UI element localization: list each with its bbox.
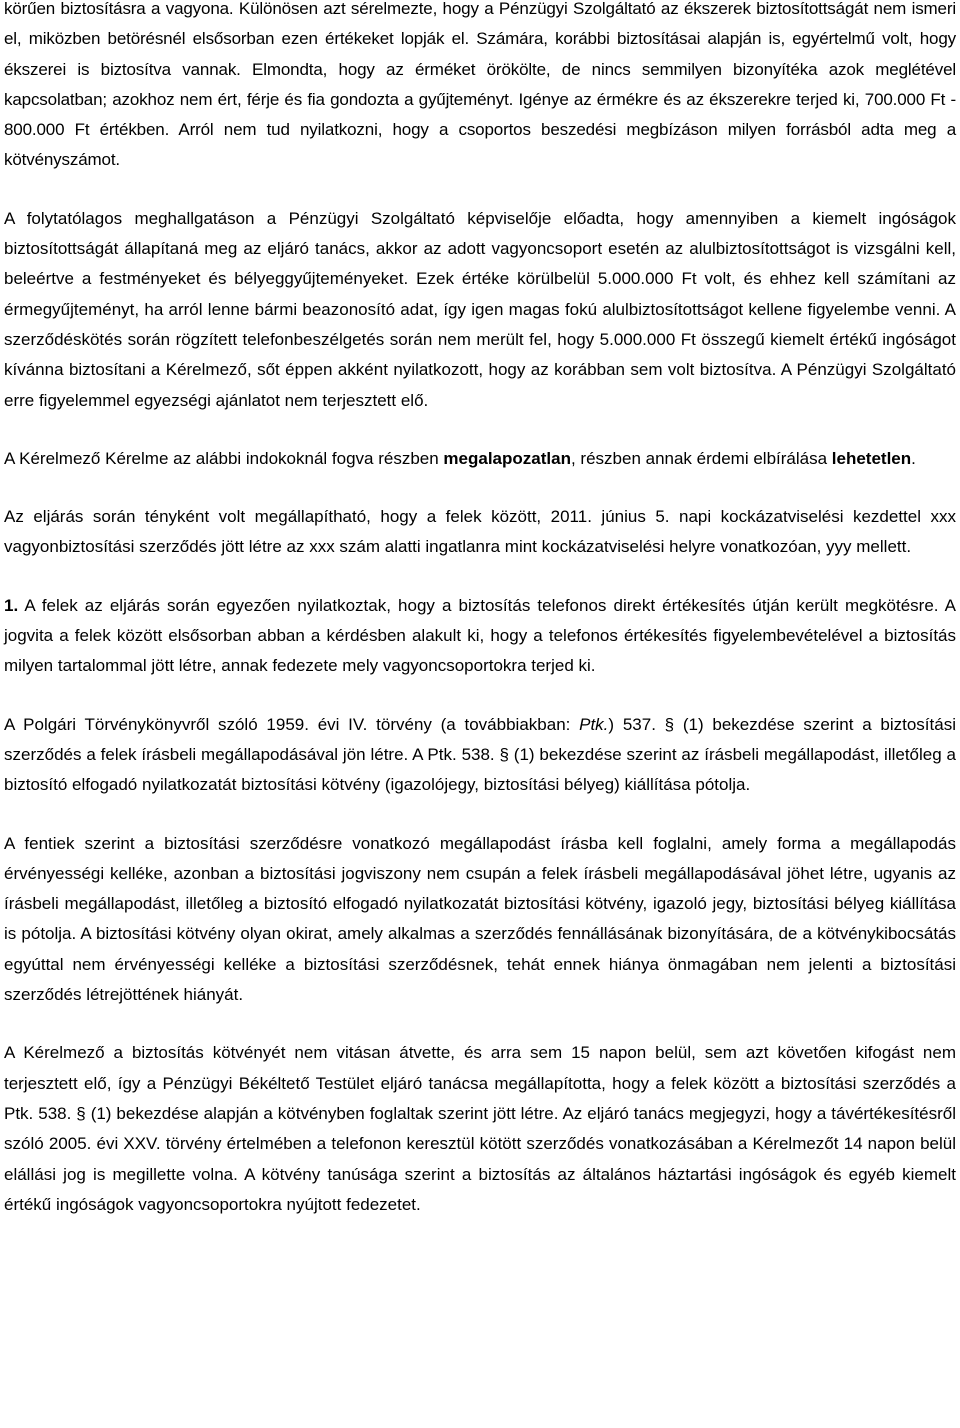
paragraph-5-text: A felek az eljárás során egyezően nyilatkoztak, hogy a biztosítás telefonos direkt értékesítés útján került megkötésre. A jogvita a felek között elsősorban abban a kérdésben alakult ki, hogy a telefonos értékesítés figyelembevételével a biztosítás milyen tartalommal jött létre, annak fedezete mely vagyoncsoportokra terjed ki. xyxy=(4,595,956,676)
paragraph-3-text-a: A Kérelmező Kérelme az alábbi indokoknál fogva részben xyxy=(4,448,444,468)
paragraph-7 xyxy=(4,829,956,1011)
paragraph-1 xyxy=(4,0,956,176)
paragraph-7-text: A fentiek szerint a biztosítási szerződésre vonatkozó megállapodást írásba kell foglalni, amely forma a megállapodás érvényességi kelléke, azonban a biztosítási jogviszony nem csupán a felek írásbeli megállapodásával jöhet létre, ugyanis az írásbeli megállapodást, illetőleg a biztosító elfogadó nyilatkozatát biztosítási kötvény, igazoló jegy, biztosítási bélyeg kiállítása is pótolja. A biztosítási kötvény olyan okirat, amely alkalmas a szerződés fennállásának bizonyítására, de a kötvénykibocsátás egyúttal nem érvényességi kelléke a biztosítási szerződésnek, tehát ennek hiánya önmagában nem jelenti a biztosítási szerződés létrejöttének hiányát. xyxy=(4,833,956,1005)
paragraph-2-text: A folytatólagos meghallgatáson a Pénzügyi Szolgáltató képviselője előadta, hogy amennyiben a kiemelt ingóságok biztosítottságát állapítaná meg az eljáró tanács, akkor az adott vagyoncsoport esetén az alulbiztosítottságot is vizsgálni kell, beleértve a festményeket és bélyeggyűjteményeket. Ezek értéke körülbelül 5.000.000 Ft volt, és ehhez kell számítani az érmegyűjteményt, ha arról lenne bármi beazonosító adat, így igen magas fokú alulbiztosítottságot kellene figyelembe venni. A szerződéskötés során rögzített telefonbeszélgetés során nem merült fel, hogy 5.000.000 Ft összegű kiemelt értékű ingóságot kívánna biztosítani a Kérelmező, sőt éppen akként nyilatkozott, hogy az korábban sem volt biztosítva. A Pénzügyi Szolgáltató erre figyelemmel egyezségi ajánlatot nem terjesztett elő. xyxy=(4,208,956,410)
paragraph-6-text-a: A Polgári Törvénykönyvről szóló 1959. évi IV. törvény (a továbbiakban: xyxy=(4,714,580,734)
paragraph-6 xyxy=(4,710,956,801)
paragraph-6-italic: Ptk. xyxy=(579,714,609,734)
paragraph-3-text-b: , részben annak érdemi elbírálása xyxy=(570,448,832,468)
paragraph-8 xyxy=(4,1038,956,1220)
document-page xyxy=(4,0,956,1248)
paragraph-3-bold-a: megalapozatlan xyxy=(443,448,571,468)
paragraph-5 xyxy=(4,591,956,682)
paragraph-8-text: A Kérelmező a biztosítás kötvényét nem vitásan átvette, és arra sem 15 napon belül, sem azt követően kifogást nem terjesztett elő, így a Pénzügyi Békéltető Testület eljáró tanácsa megállapította, hogy a felek között a biztosítási szerződés a Ptk. 538. § (1) bekezdése alapján a kötvényben foglaltak szerint jött létre. Az eljáró tanács megjegyzi, hogy a távértékesítésről szóló 2005. évi XXV. törvény értelmében a telefonon keresztül kötött szerződés vonatkozásában a Kérelmezőt 14 napon belül elállási jog is megillette volna. A kötvény tanúsága szerint a biztosítás az általános háztartási ingóságok és egyéb kiemelt értékű ingóságok vagyoncsoportokra nyújtott fedezetet. xyxy=(4,1043,956,1214)
paragraph-2 xyxy=(4,204,956,416)
paragraph-4 xyxy=(4,502,956,563)
paragraph-1-text: körűen biztosításra a vagyona. Különösen azt sérelmezte, hogy a Pénzügyi Szolgáltató az ékszerek biztosítottságát nem ismeri el, miközben betörésnél elsősorban ezen értékeket lopják el. Számára, korábbi biztosításai alapján is, egyértelmű volt, hogy ékszerei is biztosítva vannak. Elmondta, hogy az érméket örökölte, de nincs semmilyen bizonyítéka azok meglétével kapcsolatban; azokhoz nem ért, férje és fia gondozta a gyűjteményt. Igénye az érmékre és az ékszerekre terjed ki, 700.000 Ft - 800.000 Ft értékben. Arról nem tud nyilatkozni, hogy a csoportos beszedési megbízáson milyen forrásból adta meg a kötvényszámot. xyxy=(4,0,956,170)
paragraph-4-text: Az eljárás során tényként volt megállapítható, hogy a felek között, 2011. június 5. napi kockázatviselési kezdettel xxx vagyonbiztosítási szerződés jött létre az xxx szám alatti ingatlanra mint kockázatviselési helyre vonatkozóan, yyy mellett. xyxy=(4,507,956,557)
paragraph-6-text-b: ) 537. § (1) bekezdése szerint a biztosítási szerződés a felek írásbeli megállapodásával jön létre. A Ptk. 538. § (1) bekezdése szerint az írásbeli megállapodást, illetőleg a biztosító elfogadó nyilatkozatát biztosítási kötvény (igazolójegy, biztosítási bélyeg) kiállítása pótolja. xyxy=(4,714,956,795)
paragraph-3 xyxy=(4,444,956,474)
paragraph-3-text-c: . xyxy=(911,448,916,468)
section-number: 1. xyxy=(4,595,19,615)
paragraph-3-bold-b: lehetetlen xyxy=(831,448,912,468)
